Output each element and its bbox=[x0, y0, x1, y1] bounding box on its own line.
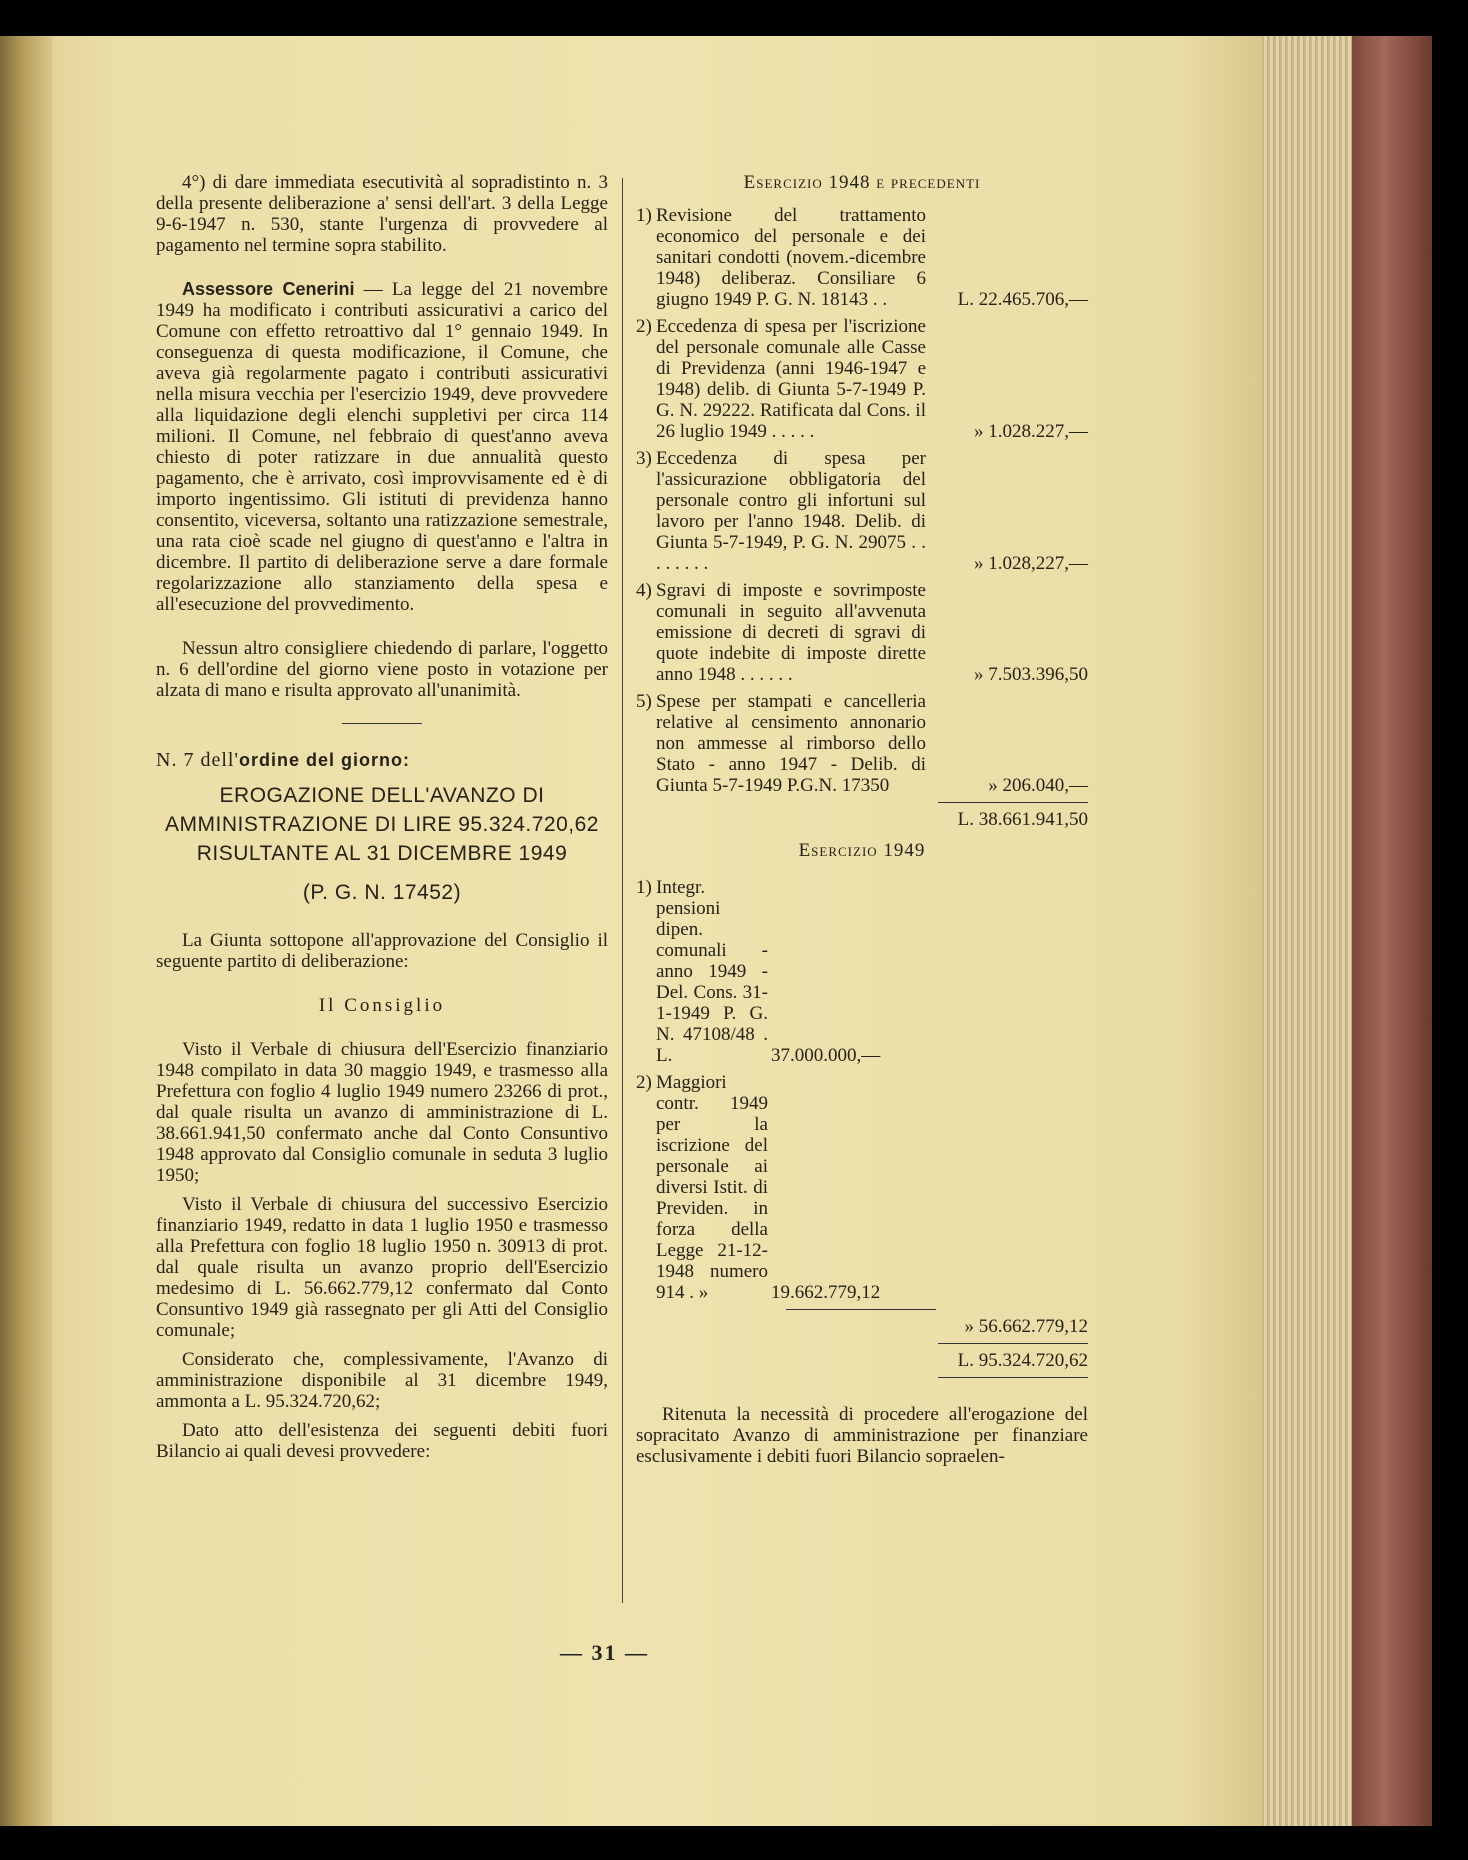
list-item: 1) Revisione del trattamento economico del personale e dei sanitari condotti (novem.-dicembre 1948) deliberaz. Consiliare 6 giugno 1949 P. G. N. 18143 . . L. 22.465.706,— bbox=[636, 205, 1088, 310]
page-number: — 31 — bbox=[560, 1640, 649, 1665]
amount: 7.503.396,50 bbox=[988, 664, 1088, 685]
list-item: 5) Spese per stampati e cancelleria relative al censimento annonario non ammesse al rimborso dello Stato - anno 1947 - Delib. di Giunta 5-7-1949 P.G.N. 17350 » 206.040,— bbox=[636, 691, 1088, 796]
total-rule bbox=[938, 802, 1088, 803]
paragraph: Considerato che, complessivamente, l'Avanzo di amministrazione disponibile al 31 dicembre 1949, ammonta a L. 95.324.720,62; bbox=[156, 1349, 608, 1412]
amount: 19.662.779,12 bbox=[771, 1282, 881, 1303]
paragraph: Ritenuta la necessità di procedere all'erogazione del sopracitato Avanzo di amministrazione per finanziare esclusivamente i debiti fuori Bilancio sopraelen- bbox=[636, 1404, 1088, 1467]
grand-total: L. 95.324.720,62 bbox=[957, 1350, 1088, 1371]
amount: 1.028,227,— bbox=[988, 553, 1088, 574]
paragraph: Nessun altro consigliere chiedendo di parlare, l'oggetto n. 6 dell'ordine del giorno viene posto in votazione per alzata di mano e risulta approvato all'unanimità. bbox=[156, 638, 608, 701]
currency: » bbox=[988, 775, 998, 796]
amount: 37.000.000,— bbox=[771, 1045, 881, 1066]
total-rule bbox=[938, 1343, 1088, 1344]
total-rule bbox=[938, 1377, 1088, 1378]
amount: 22.465.706,— bbox=[978, 289, 1088, 310]
section-heading: EROGAZIONE DELL'AVANZO DI AMMINISTRAZIONE DI LIRE 95.324.720,62 RISULTANTE AL 31 DICEMBRE 1949 bbox=[165, 784, 599, 865]
currency: » bbox=[974, 421, 984, 442]
currency: » bbox=[974, 553, 984, 574]
list-item: 3) Eccedenza di spesa per l'assicurazione obbligatoria del personale contro gli infortuni sul lavoro per l'anno 1948. Delib. di Giunta 5-7-1949, P. G. N. 29075 . . . . . . . . » 1.028,227,— bbox=[636, 448, 1088, 574]
book-page-edges bbox=[1262, 36, 1432, 1826]
amount: 1.028.227,— bbox=[988, 421, 1088, 442]
right-column bbox=[636, 172, 1088, 1467]
section-heading-ref: (P. G. N. 17452) bbox=[302, 881, 462, 904]
paragraph: Assessore Cenerini — La legge del 21 novembre 1949 ha modificato i contributi assicurativi a carico del Comune con effetto retroattivo dal 1° gennaio 1949. In conseguenza di questa modificazione, il Comune, che aveva già regolarmente pagato i contributi assicurativi nella misura vecchia per l'esercizio 1949, deve provvedere alla liquidazione degli elenchi suppletivi per circa 114 milioni. Il Comune, nel febbraio di quest'anno aveva chiesto di poter ratizzare in due annualità questo pagamento, che è arrivato, così improvvisamente ed è di importo ingentissimo. Gli istituti di previdenza hanno consentito, viceversa, soltanto una ratizzazione semestrale, una rata cioè scade nel giugno di quest'anno e l'altra in dicembre. Il partito di deliberazione serve a dare formale regolarizzazione allo stanziamento della spesa e all'esecuzione del provvedimento. bbox=[156, 279, 608, 615]
agenda-item: N. 7 dell'ordine del giorno: bbox=[156, 749, 411, 771]
currency: » bbox=[974, 664, 984, 685]
section-title: Esercizio 1949 bbox=[798, 840, 926, 861]
left-column bbox=[156, 172, 608, 1462]
subtotal: » 56.662.779,12 bbox=[964, 1316, 1088, 1337]
paragraph: Dato atto dell'esistenza dei seguenti debiti fuori Bilancio ai quali devesi provvedere: bbox=[156, 1420, 608, 1462]
list-item: 1) Integr. pensioni dipen. comunali - anno 1949 - Del. Cons. 31-1-1949 P. G. N. 47108/48 . L. 37.000.000,— bbox=[636, 877, 881, 1066]
amount: 206.040,— bbox=[1002, 775, 1088, 796]
paragraph: Visto il Verbale di chiusura dell'Esercizio finanziario 1948 compilato in data 30 maggio 1949, e trasmesso alla Prefettura con foglio 4 luglio 1949 numero 23266 di prot., dal quale risulta un avanzo di amministrazione di L. 38.661.941,50 confermato anche dal Conto Consuntivo 1948 approvato dal Consiglio comunale in seduta 3 luglio 1950; bbox=[156, 1039, 608, 1186]
subtotal-rule bbox=[786, 1309, 936, 1310]
currency: L. bbox=[957, 289, 974, 310]
list-item: 4) Sgravi di imposte e sovrimposte comunali in seguito all'avvenuta emissione di decreti di sgravi di quote indebite di imposte dirette anno 1948 . . . . . . » 7.503.396,50 bbox=[636, 580, 1088, 685]
paragraph: Visto il Verbale di chiusura del successivo Esercizio finanziario 1949, redatto in data 1 luglio 1950 e trasmesso alla Prefettura con foglio 18 luglio 1950 n. 30913 di prot. dal quale risulta un avanzo proprio dell'Esercizio medesimo di L. 56.662.779,12 confermato dal Conto Consuntivo 1949 già rassegnato per gli Atti del Consiglio comunale; bbox=[156, 1194, 608, 1341]
section-title: Esercizio 1948 e precedenti bbox=[743, 172, 981, 193]
paragraph: La Giunta sottopone all'approvazione del Consiglio il seguente partito di deliberazione: bbox=[156, 930, 608, 972]
list-item: 2) Maggiori contr. 1949 per la iscrizione del personale ai diversi Istit. di Previden. in forza della Legge 21-12-1948 numero 914 . » 19.662.779,12 bbox=[636, 1072, 881, 1303]
column-divider bbox=[622, 178, 623, 1603]
speaker-name: Assessore Cenerini bbox=[182, 279, 355, 299]
subtotal: L. 38.661.941,50 bbox=[957, 809, 1088, 830]
divider bbox=[342, 723, 422, 724]
consiglio-heading: Il Consiglio bbox=[318, 995, 446, 1016]
paragraph: 4°) di dare immediata esecutività al sopradistinto n. 3 della presente deliberazione a' sensi dell'art. 3 della Legge 9-6-1947 n. 530, stante l'urgenza di provvedere al pagamento nel termine sopra stabilito. bbox=[156, 172, 608, 256]
list-item: 2) Eccedenza di spesa per l'iscrizione del personale comunale alle Casse di Previdenza (anni 1946-1947 e 1948) delib. di Giunta 5-7-1949 P. G. N. 29222. Ratificata dal Cons. il 26 luglio 1949 . . . . . » 1.028.227,— bbox=[636, 316, 1088, 442]
